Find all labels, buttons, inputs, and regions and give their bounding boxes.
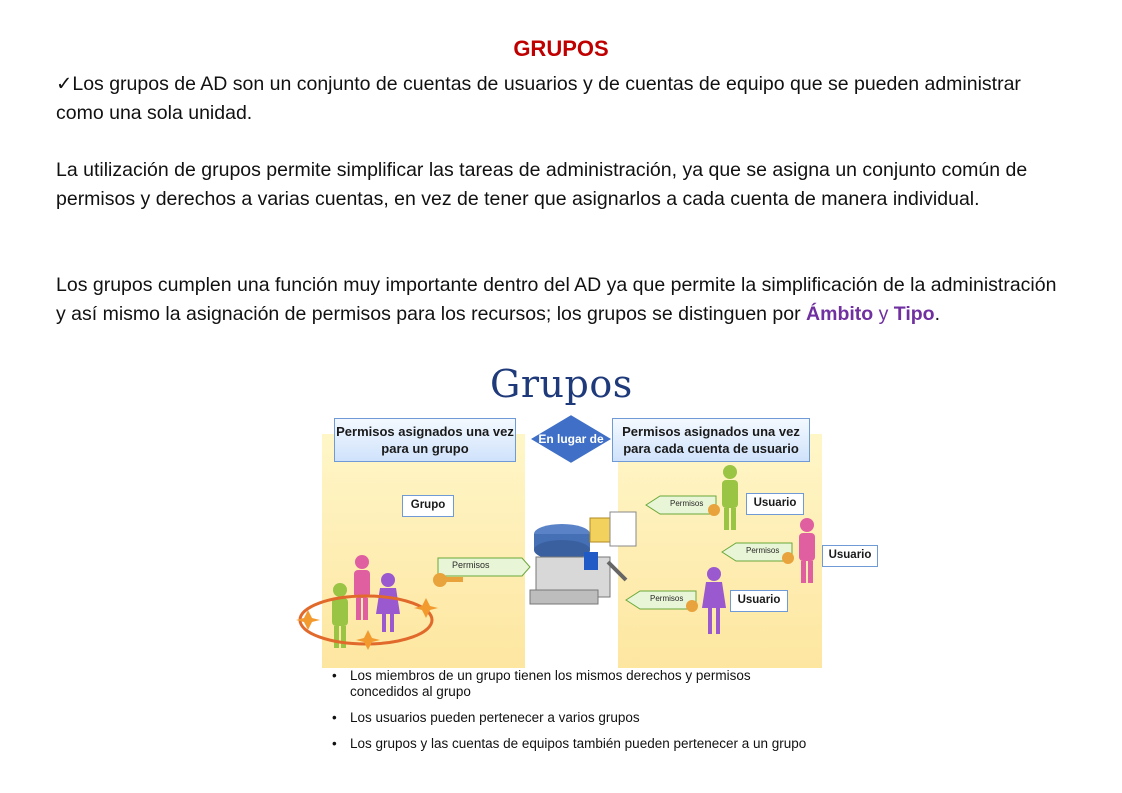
grupo-box: Grupo (402, 495, 454, 517)
paragraph-1 (56, 70, 1066, 128)
resources-icon (530, 512, 636, 604)
permisos-label-user-1: Permisos (670, 499, 704, 508)
bullet-item: • Los grupos y las cuentas de equipos también pueden pertenecer a un grupo (330, 736, 810, 752)
en-lugar-de-label: En lugar de (538, 432, 604, 446)
paragraph-1-text: Los grupos de AD son un conjunto de cuentas de usuarios y de cuentas de equipo que se pueden administrar como una sola unidad. (56, 73, 1021, 124)
diagram-title: Grupos (490, 362, 633, 406)
header-group-permissions: Permisos asignados una vez para un grupo (334, 418, 516, 462)
bullet-item: • Los usuarios pueden pertenecer a varios grupos (330, 710, 810, 726)
usuario-box-3: Usuario (730, 590, 788, 612)
header-user-permissions: Permisos asignados una vez para cada cuenta de usuario (612, 418, 810, 462)
page-title: GRUPOS (513, 36, 609, 61)
diagram-bullets (330, 668, 810, 762)
group-members-icon (296, 555, 438, 650)
bullet-item: • Los miembros de un grupo tienen los mismos derechos y permisos concedidos al grupo (330, 668, 810, 700)
checkmark-icon: ✓ (56, 73, 73, 95)
paragraph-2: La utilización de grupos permite simplificar las tareas de administración, ya que se asigna un conjunto común de permisos y derechos a varias cuentas, en vez de tener que asignarlos a cada cuenta de manera individual. (56, 159, 1028, 210)
permisos-label-group: Permisos (452, 560, 490, 570)
keyword-tipo: Tipo (893, 303, 935, 325)
paragraph-3-conjunction: y (873, 303, 894, 325)
keyword-ambito: Ámbito (806, 303, 874, 325)
paragraph-3-end: . (934, 303, 941, 325)
usuario-box-2: Usuario (822, 545, 878, 567)
permisos-label-user-2: Permisos (746, 546, 780, 555)
permisos-label-user-3: Permisos (650, 594, 684, 603)
groups-diagram (290, 362, 890, 792)
usuario-box-1: Usuario (746, 493, 804, 515)
paragraph-3 (56, 271, 1066, 329)
paragraph-3-lead: Los grupos cumplen una función muy importante dentro del AD ya que permite la simplificación de la administración y así mismo la asignación de permisos para los recursos; los grupos se distinguen por (56, 274, 1057, 325)
